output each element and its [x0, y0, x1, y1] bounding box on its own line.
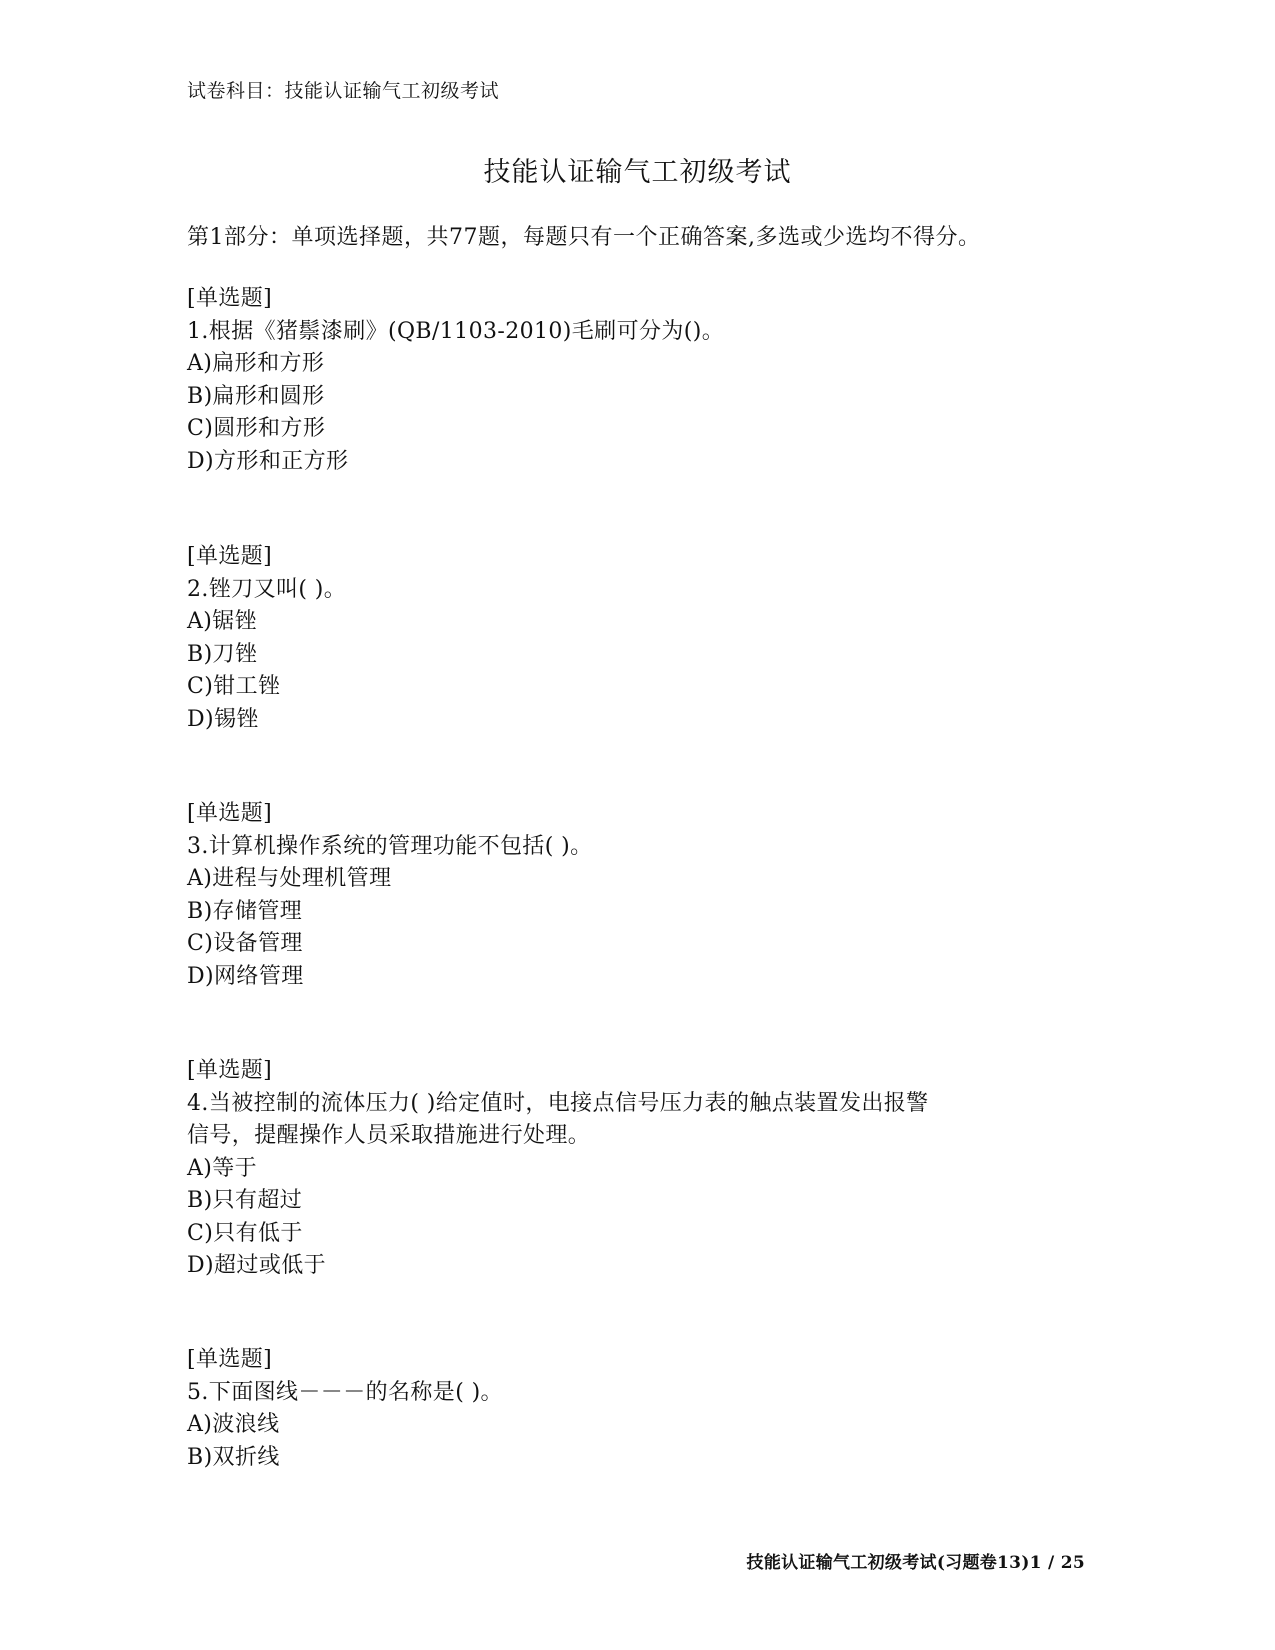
option-b: B)扁形和圆形: [187, 383, 325, 409]
page-footer: 技能认证输气工初级考试(习题卷13)1 / 25: [746, 1553, 1085, 1573]
option-c: C)钳工锉: [187, 674, 281, 699]
question-stem: 5.下面图线－－－的名称是( )。: [187, 1379, 503, 1405]
option-d: D)锡锉: [187, 706, 259, 732]
question-type-label: [单选题]: [187, 1347, 273, 1372]
option-a: A)波浪线: [187, 1412, 280, 1437]
question-type-label: [单选题]: [187, 544, 273, 569]
option-a: A)锯锉: [187, 609, 258, 634]
exam-subject-header: 试卷科目：技能认证输气工初级考试: [187, 80, 500, 102]
option-c: C)圆形和方形: [187, 416, 326, 441]
question-stem: 3.计算机操作系统的管理功能不包括( )。: [187, 833, 593, 859]
question-stem: 1.根据《猪鬃漆刷》(QB/1103-2010)毛刷可分为()。: [187, 318, 725, 344]
question-1: [187, 283, 1047, 478]
option-d: D)方形和正方形: [187, 448, 349, 474]
document-title: 技能认证输气工初级考试: [483, 157, 792, 188]
question-4: [187, 1055, 1047, 1283]
question-2: [187, 541, 1047, 736]
option-a: A)扁形和方形: [187, 351, 325, 376]
question-type-label: [单选题]: [187, 1058, 273, 1083]
option-b: B)刀锉: [187, 641, 258, 667]
option-a: A)等于: [187, 1155, 258, 1181]
option-c: C)只有低于: [187, 1220, 303, 1246]
question-type-label: [单选题]: [187, 801, 273, 826]
question-stem-line-2: 信号，提醒操作人员采取措施进行处理。: [187, 1123, 591, 1148]
option-d: D)网络管理: [187, 963, 304, 989]
question-stem-line-1: 4.当被控制的流体压力( )给定值时，电接点信号压力表的触点装置发出报警: [187, 1090, 929, 1116]
question-type-label: [单选题]: [187, 286, 273, 311]
option-b: B)只有超过: [187, 1188, 303, 1213]
option-d: D)超过或低于: [187, 1253, 327, 1278]
question-5: [187, 1344, 1047, 1474]
question-stem: 2.锉刀又叫( )。: [187, 576, 347, 602]
option-c: C)设备管理: [187, 931, 303, 956]
section-instructions: 第1部分：单项选择题，共77题，每题只有一个正确答案,多选或少选均不得分。: [187, 225, 981, 250]
option-b: B)双折线: [187, 1444, 280, 1470]
option-a: A)进程与处理机管理: [187, 866, 392, 891]
question-3: [187, 798, 1047, 993]
option-b: B)存储管理: [187, 898, 303, 924]
